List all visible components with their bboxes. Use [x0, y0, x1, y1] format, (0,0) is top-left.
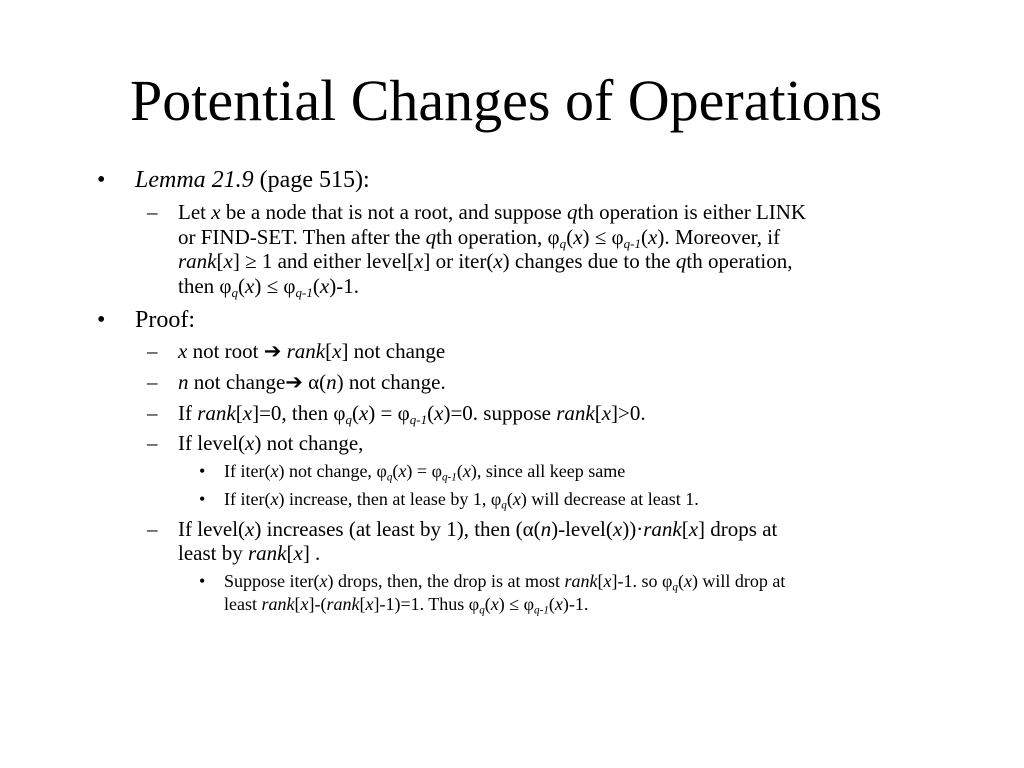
lemma-statement-line-2: or FIND-SET. Then after the qth operation, $\varphi_q(x) \le \varphi_{q-1}(x)$. Moreover, if [178, 225, 781, 251]
slide-title: Potential Changes of Operations [130, 68, 883, 133]
proof-item-level-increases-line-1: If level(x) increases (at least by 1), then (α(n)-level(x))·rank[x] drops at [178, 517, 778, 541]
small-bullet-marker: • [199, 489, 206, 509]
lemma-statement-line-4: then $\varphi_q(x) \le \varphi_{q-1}(x)-1$. [178, 274, 359, 300]
proof-subitem-iter-drops-line-2: least rank[x]-(rank[x]-1)=1. Thus $\varphi_q(x) \le \varphi_{q-1}(x)-1$. [224, 594, 589, 617]
bullet-marker: • [97, 307, 106, 333]
proof-subitem-iter-drops-line-1: Suppose iter(x) drops, then, the drop is at most rank[x]-1. so $\varphi_q(x)$ will drop at [224, 571, 786, 594]
dash-marker: – [147, 200, 158, 224]
lemma-name: Lemma 21.9 [135, 167, 254, 193]
arrow-icon: ➔ [263, 339, 282, 363]
lemma-page-ref: (page 515): [253, 167, 370, 193]
lemma-heading [135, 166, 370, 194]
proof-item-rank-zero: If rank[x]=0, then $\varphi_q(x) = \varphi_{q-1}(x)=0$. suppose rank[x]>0. [178, 401, 646, 427]
bullet-marker: • [97, 167, 106, 193]
dash-marker: – [147, 370, 158, 394]
dash-marker: – [147, 431, 158, 455]
dash-marker: – [147, 339, 158, 363]
proof-item-level-increases-line-2: least by rank[x] . [178, 541, 321, 565]
dash-marker: – [147, 401, 158, 425]
small-bullet-marker: • [199, 461, 206, 481]
proof-item-n-not-change: n not change➔ α(n) not change. [178, 370, 446, 394]
small-bullet-marker: • [199, 571, 206, 591]
lemma-statement-line-1: Let x be a node that is not a root, and suppose qth operation is either LINK [178, 200, 807, 224]
proof-subitem-iter-not-change: If iter(x) not change, $\varphi_q(x) = \varphi_{q-1}(x)$, since all keep same [224, 461, 626, 484]
dash-marker: – [147, 517, 158, 541]
proof-item-not-root: x not root ➔ rank[x] not change [178, 339, 446, 363]
proof-item-level-not-change: If level(x) not change, [178, 431, 364, 455]
lemma-statement-line-3: rank[x] ≥ 1 and either level[x] or iter(x) changes due to the qth operation, [178, 249, 793, 273]
arrow-icon: ➔ [285, 370, 303, 394]
proof-subitem-iter-increase: If iter(x) increase, then at lease by 1, $\varphi_q(x)$ will decrease at least 1. [224, 489, 699, 512]
proof-heading: Proof: [135, 307, 195, 333]
